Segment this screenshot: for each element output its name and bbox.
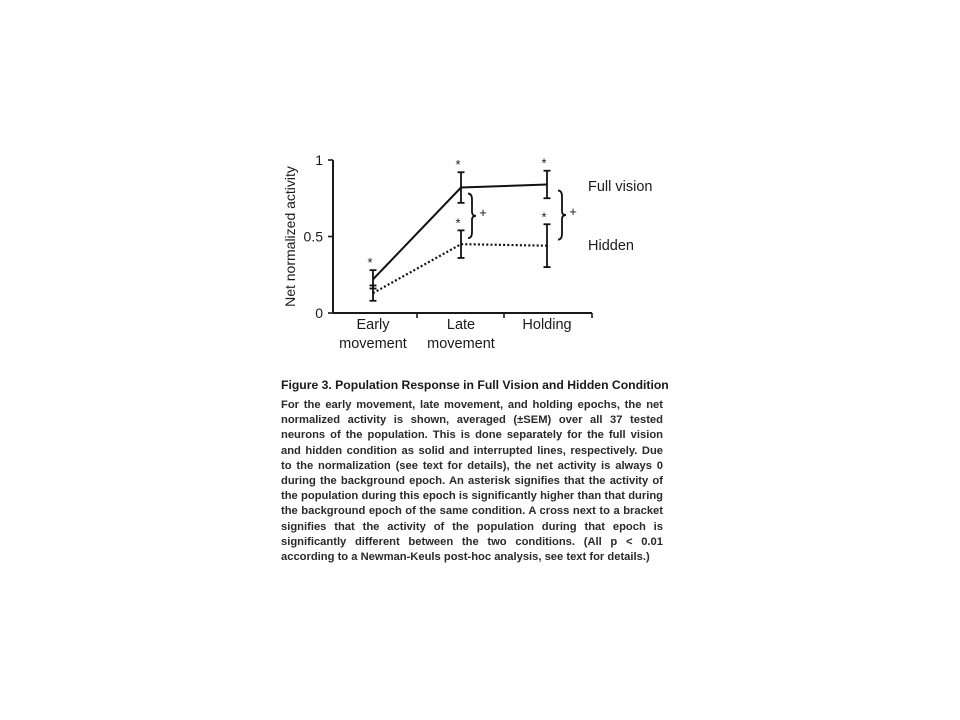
x-tick-label: movement (427, 336, 495, 352)
difference-bracket (558, 190, 566, 239)
series-label-full-vision: Full vision (588, 179, 653, 195)
significance-asterisk: * (455, 157, 461, 173)
series-layer (370, 171, 551, 301)
difference-cross: + (569, 204, 577, 220)
series-label-hidden: Hidden (588, 238, 634, 254)
y-tick-label: 0.5 (303, 228, 323, 245)
axes (282, 152, 592, 352)
error-bar (458, 230, 465, 258)
difference-bracket (468, 194, 476, 239)
y-tick-label: 0 (315, 305, 323, 321)
caption-title: Figure 3. Population Response in Full Vision and Hidden Condition (281, 378, 669, 392)
x-tick-label: movement (339, 336, 407, 352)
figure-panel (270, 140, 670, 370)
line-chart (270, 140, 670, 370)
y-tick-label: 1 (315, 152, 323, 168)
annotation-layer (367, 156, 652, 270)
y-axis-label: Net normalized activity (282, 166, 298, 307)
x-tick-label: Late (446, 317, 476, 333)
x-tick-label: Early (356, 317, 390, 333)
caption-body: For the early movement, late movement, and holding epochs, the net normalized activity is shown, averaged (±SEM) over all 37 tested neurons of the population. This is done separately for the full vision and hidden condition as solid and interrupted lines, respectively. Due to the normalization (see text for details), the net activity is always 0 during the background epoch. An asterisk signifies that the activity of the population during this epoch is significantly higher than that during the background epoch of the same condition. A cross next to a bracket signifies that the activity of the population during that epoch is significantly different between the two conditions. (All p < 0.01 according to a Newman-Keuls post-hoc analysis, see text for details.) (281, 399, 663, 564)
x-tick-label: Holding (522, 317, 572, 333)
significance-asterisk: * (541, 209, 547, 225)
significance-asterisk: * (455, 215, 461, 231)
difference-cross: + (479, 204, 487, 220)
error-bar (544, 224, 551, 267)
significance-asterisk: * (367, 255, 373, 271)
series-line-full-vision (373, 184, 547, 279)
figure-caption (281, 377, 669, 565)
significance-asterisk: * (541, 155, 547, 171)
